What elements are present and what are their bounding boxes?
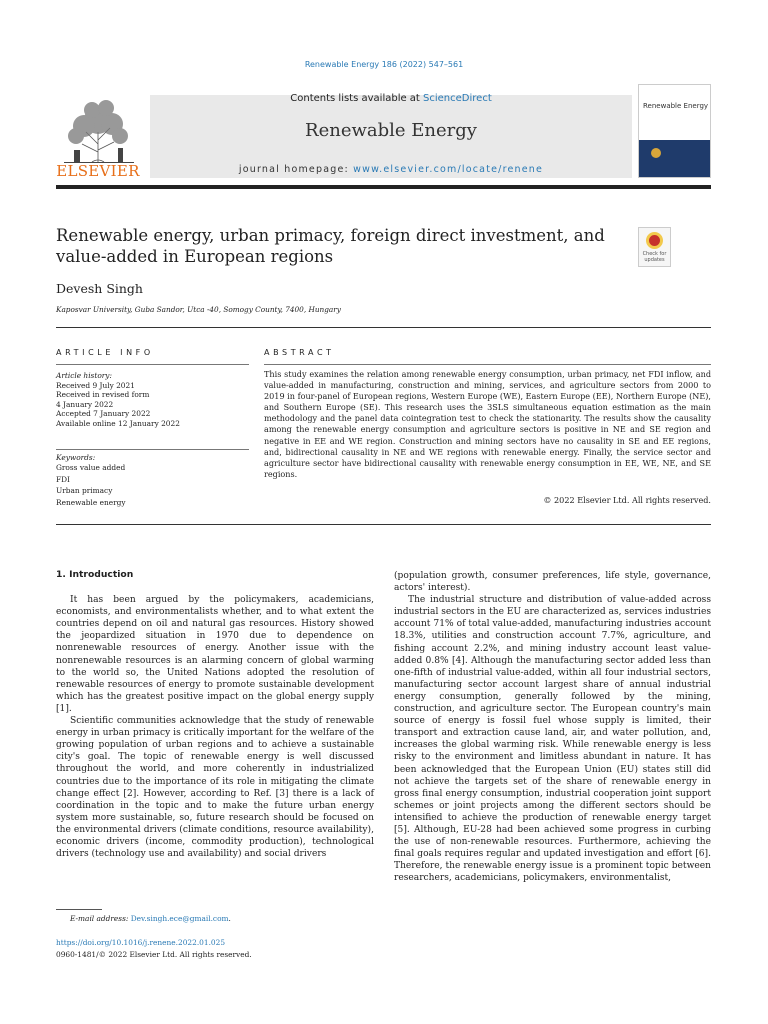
history-item: Received in revised form	[56, 390, 150, 399]
article-info-heading: ARTICLE INFO	[56, 348, 154, 357]
abstract-text: This study examines the relation among renewable energy consumption, urban primacy, net FDI inflow, and value-added in manufacturing, construction and mining, services, and agriculture sectors from 2000 to 2019 in four-panel of European regions, Western Europe (WE), Eastern Europe (EE), Northern Europe (NE), and Southern Europe (SE). This research uses the 3SLS simultaneous equation estimation as the main methodology and the panel data cointegration test to check the stationarity. The results show the causality among the renewable energy consumption and agriculture sectors is positive in NE and SE region and negative in EE and WE region. Construction and mining sectors have no causality in SE and EE regions, and, bidirectional causality in NE and WE regions with renewable energy. Finally, the service sector and agriculture sector have bidirectional causality with renewable energy consumption in EE, WE, NE, and SE regions.	[264, 369, 711, 479]
cover-band	[639, 140, 710, 177]
info-rule	[56, 449, 249, 450]
history-item: Accepted 7 January 2022	[56, 409, 151, 418]
footnote-rule	[56, 909, 102, 910]
body-column-right	[394, 570, 711, 884]
keywords-label: Keywords:	[56, 453, 96, 462]
contents-availability	[150, 93, 632, 104]
homepage-prefix: journal homepage:	[238, 164, 354, 175]
article-title: Renewable energy, urban primacy, foreign direct investment, and value-added in European regions	[56, 226, 605, 266]
journal-homepage	[150, 164, 632, 175]
cover-title: Renewable Energy	[643, 102, 709, 110]
email-link[interactable]: Dev.singh.ece@gmail.com	[130, 914, 229, 923]
journal-citation[interactable]: Renewable Energy 186 (2022) 547–561	[304, 60, 464, 69]
info-rule	[56, 364, 249, 365]
contents-prefix: Contents lists available at	[290, 93, 424, 104]
keyword-item: FDI	[56, 474, 70, 484]
abstract-heading: ABSTRACT	[264, 348, 335, 357]
history-item: Available online 12 January 2022	[56, 418, 180, 428]
section-rule	[56, 524, 711, 525]
issn-copyright: 0960-1481/© 2022 Elsevier Ltd. All rights reserved.	[56, 950, 252, 959]
elsevier-wordmark: ELSEVIER	[56, 162, 140, 180]
journal-name: Renewable Energy	[305, 120, 477, 141]
abstract-rule	[264, 364, 711, 365]
body-paragraph: (population growth, consumer preferences, life style, governance, actors' interest).	[394, 571, 711, 594]
homepage-link[interactable]: www.elsevier.com/locate/renene	[353, 164, 544, 175]
body-paragraph: It has been argued by the policymakers, academicians, economists, and environmentalists whether, and to what extent the countries depend on oil and natural gas resources. History showed the jeopardized situation in 1970 due to dependence on nonrenewable resources of energy. Another issue with the nonrenewable resources is an alarming concern of global warming to the world so, the United Nations adopted the resolution of renewable resources of energy to promote sustainable development which has the greatest positive impact on the global energy supply [1].	[56, 595, 374, 714]
sciencedirect-link[interactable]: ScienceDirect	[423, 93, 492, 104]
header-rule	[56, 185, 711, 189]
keyword-item: Gross value added	[56, 463, 126, 472]
cover-emblem-icon	[651, 148, 661, 158]
author-name[interactable]: Devesh Singh	[56, 281, 143, 296]
article-history	[56, 371, 249, 428]
doi-link[interactable]: https://doi.org/10.1016/j.renene.2022.01.025	[56, 938, 226, 947]
body-column-left	[56, 569, 374, 860]
email-label: E-mail address:	[70, 914, 131, 923]
author-affiliation: Kaposvar University, Guba Sandor, Utca -40, Somogy County, 7400, Hungary	[56, 305, 341, 314]
abstract-copyright: © 2022 Elsevier Ltd. All rights reserved.	[543, 495, 711, 505]
keywords	[56, 453, 249, 508]
history-item: 4 January 2022	[56, 399, 114, 409]
body-paragraph: The industrial structure and distribution of value-added across industrial sectors in the EU are characterized as, services industries account 71% of total value-added, manufacturing industries account 18.3%, utilities and construction account 7.7%, agriculture, and fishing account 2.2%, and mining industry account least value-added 0.8% [4]. Although the manufacturing sector added less than one-fifth of industrial value-added, within all four industrial sectors, manufacturing sector account largest share of annual industrial energy consumption, generally followed by the mining, construction, and agriculture sector. The European country's main source of energy is fossil fuel whose supply is limited, their transport and extraction cause land, air, and water pollution, and, increases the global warming risk. While renewable energy is less risky to the environment and limitless abundant in nature. It has been acknowledged that the European Union (EU) states still did not achieve the targets set of the share of renewable energy in gross final energy consumption, industrial cooperation joint support schemes or joint projects among the different sectors should be intensified to achieve the production of renewable energy target [5]. Although, EU-28 had been achieved some progress in curbing the use of non-renewable resources. Furthermore, achieving the final goals requires regular and updated investigation and effort [6]. Therefore, the renewable energy issue is a prominent topic between researchers, academicians, policymakers, environmentalist,	[394, 595, 711, 884]
section-rule	[56, 327, 711, 328]
email-suffix: .	[228, 914, 231, 923]
history-item: Received 9 July 2021	[56, 380, 135, 390]
section-heading: 1. Introduction	[56, 569, 134, 580]
crossmark-badge-icon	[646, 232, 663, 249]
body-paragraph: Scientific communities acknowledge that the study of renewable energy in urban primacy is critically important for the welfare of the growing population of urban regions and to achieve a sustainable city's goal. The topic of renewable energy is well discussed throughout the world, and more coherently in industrialized countries due to the importance of its role in mitigating the climate change effect [2]. However, according to Ref. [3] there is a lack of coordination in the topic and to make the future urban energy system more sustainable, so, future research should be focused on the environmental drivers (climate conditions, resource availability), economic drivers (income, commodity production), technological drivers (technology use and availability) and social drivers	[56, 716, 374, 860]
keyword-item: Urban primacy	[56, 486, 113, 496]
keyword-item: Renewable energy	[56, 497, 126, 507]
crossmark-label: Check for updates	[642, 251, 667, 263]
author-footnote	[70, 914, 231, 923]
history-label: Article history:	[56, 371, 112, 380]
